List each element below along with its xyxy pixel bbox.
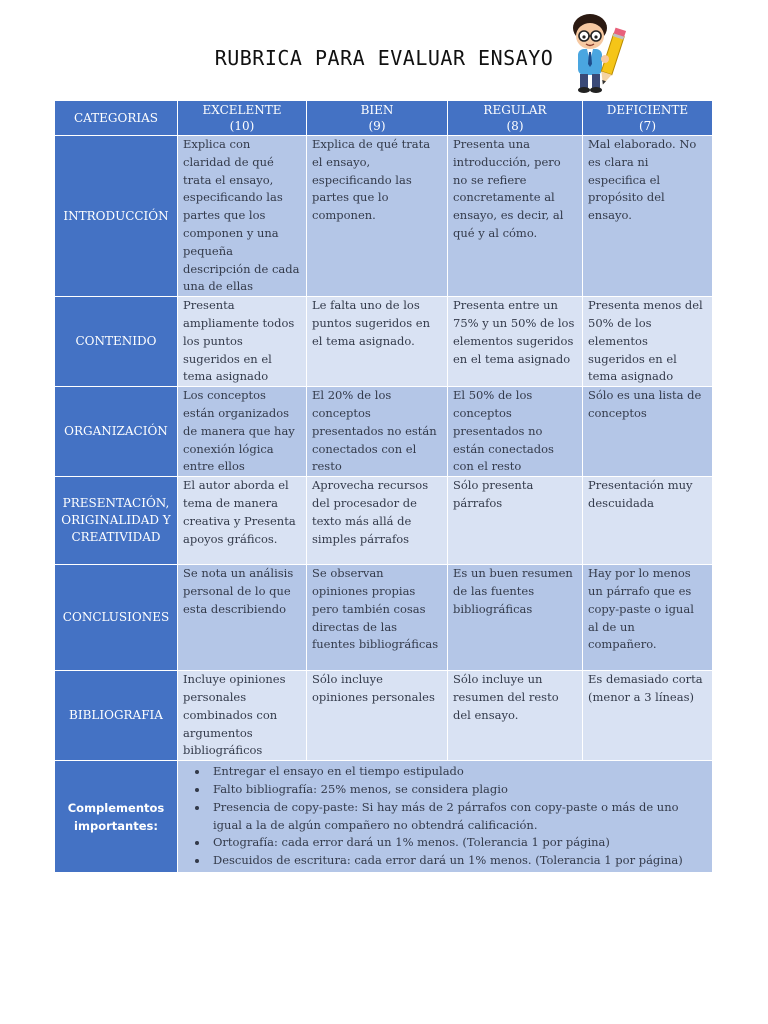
- criterion-cell: Se nota un análisis personal de lo que esta describiendo: [178, 565, 307, 671]
- criterion-cell: Presentación muy descuidada: [583, 477, 713, 565]
- criterion-cell: El autor aborda el tema de manera creativa y Presenta apoyos gráficos.: [178, 477, 307, 565]
- level-score: (7): [639, 119, 656, 133]
- category-label: CONCLUSIONES: [55, 565, 178, 671]
- category-label: INTRODUCCIÓN: [55, 136, 178, 297]
- header-level-regular: [448, 101, 583, 136]
- header-level-deficiente: [583, 101, 713, 136]
- level-name: BIEN: [360, 103, 394, 117]
- list-item: • Entregar el ensayo en el tiempo estipulado: [209, 763, 707, 781]
- list-item: • Ortografía: cada error dará un 1% menos. (Tolerancia 1 por página): [209, 834, 707, 852]
- criterion-cell: Presenta una introducción, pero no se refiere concretamente al ensayo, es decir, al qué y al cómo.: [448, 136, 583, 297]
- student-with-pencil-illustration: [566, 12, 626, 94]
- category-label: ORGANIZACIÓN: [55, 387, 178, 477]
- criterion-cell: Se observan opiniones propias pero también cosas directas de las fuentes bibliográficas: [307, 565, 448, 671]
- criterion-cell: Sólo incluye un resumen del resto del ensayo.: [448, 671, 583, 761]
- list-item: • Falto bibliografía: 25% menos, se considera plagio: [209, 781, 707, 799]
- level-name: REGULAR: [483, 103, 547, 117]
- criterion-cell: Presenta menos del 50% de los elementos sugeridos en el tema asignado: [583, 297, 713, 387]
- criterion-cell: Sólo presenta párrafos: [448, 477, 583, 565]
- criterion-cell: Explica con claridad de qué trata el ensayo, especificando las partes que los componen y una pequeña descripción de cada una de ellas: [178, 136, 307, 297]
- page-title: RUBRICA PARA EVALUAR ENSAYO: [214, 46, 554, 70]
- criterion-cell: Los conceptos están organizados de manera que hay conexión lógica entre ellos: [178, 387, 307, 477]
- criterion-cell: Le falta uno de los puntos sugeridos en el tema asignado.: [307, 297, 448, 387]
- level-name: EXCELENTE: [202, 103, 282, 117]
- criterion-cell: Mal elaborado. No es clara ni especifica el propósito del ensayo.: [583, 136, 713, 297]
- level-score: (8): [506, 119, 524, 133]
- rubric-row-presentacion: [55, 477, 713, 565]
- complements-label: Complementos importantes:: [55, 761, 178, 873]
- criterion-cell: El 50% de los conceptos presentados no están conectados con el resto: [448, 387, 583, 477]
- level-name: DEFICIENTE: [606, 103, 689, 117]
- header-row: [55, 101, 713, 136]
- criterion-cell: El 20% de los conceptos presentados no están conectados con el resto: [307, 387, 448, 477]
- rubric-row-introduccion: [55, 136, 713, 297]
- complements-row: [55, 761, 713, 873]
- list-item: • Presencia de copy-paste: Si hay más de 2 párrafos con copy-paste o más de uno igual a la de algún compañero no obtendrá calificación.: [209, 799, 707, 835]
- criterion-cell: Explica de qué trata el ensayo, especificando las partes que lo componen.: [307, 136, 448, 297]
- level-score: (9): [368, 119, 386, 133]
- rubric-row-conclusiones: [55, 565, 713, 671]
- header-categories: CATEGORIAS: [55, 101, 178, 136]
- criterion-cell: Incluye opiniones personales combinados con argumentos bibliográficos: [178, 671, 307, 761]
- category-label: BIBLIOGRAFIA: [55, 671, 178, 761]
- header-level-bien: [307, 101, 448, 136]
- complements-list: [183, 763, 707, 870]
- category-label: PRESENTACIÓN, ORIGINALIDAD Y CREATIVIDAD: [55, 477, 178, 565]
- criterion-cell: Es un buen resumen de las fuentes bibliográficas: [448, 565, 583, 671]
- header-level-excelente: [178, 101, 307, 136]
- criterion-cell: Es demasiado corta (menor a 3 líneas): [583, 671, 713, 761]
- criterion-cell: Hay por lo menos un párrafo que es copy-paste o igual al de un compañero.: [583, 565, 713, 671]
- criterion-cell: Sólo incluye opiniones personales: [307, 671, 448, 761]
- category-label: CONTENIDO: [55, 297, 178, 387]
- criterion-cell: Presenta entre un 75% y un 50% de los elementos sugeridos en el tema asignado: [448, 297, 583, 387]
- rubric-table: [54, 100, 713, 873]
- rubric-row-bibliografia: [55, 671, 713, 761]
- criterion-cell: Aprovecha recursos del procesador de texto más allá de simples párrafos: [307, 477, 448, 565]
- rubric-row-organizacion: [55, 387, 713, 477]
- rubric-row-contenido: [55, 297, 713, 387]
- level-score: (10): [229, 119, 255, 133]
- list-item: • Descuidos de escritura: cada error dará un 1% menos. (Tolerancia 1 por página): [209, 852, 707, 870]
- criterion-cell: Presenta ampliamente todos los puntos sugeridos en el tema asignado: [178, 297, 307, 387]
- complements-cell: [178, 761, 713, 873]
- criterion-cell: Sólo es una lista de conceptos: [583, 387, 713, 477]
